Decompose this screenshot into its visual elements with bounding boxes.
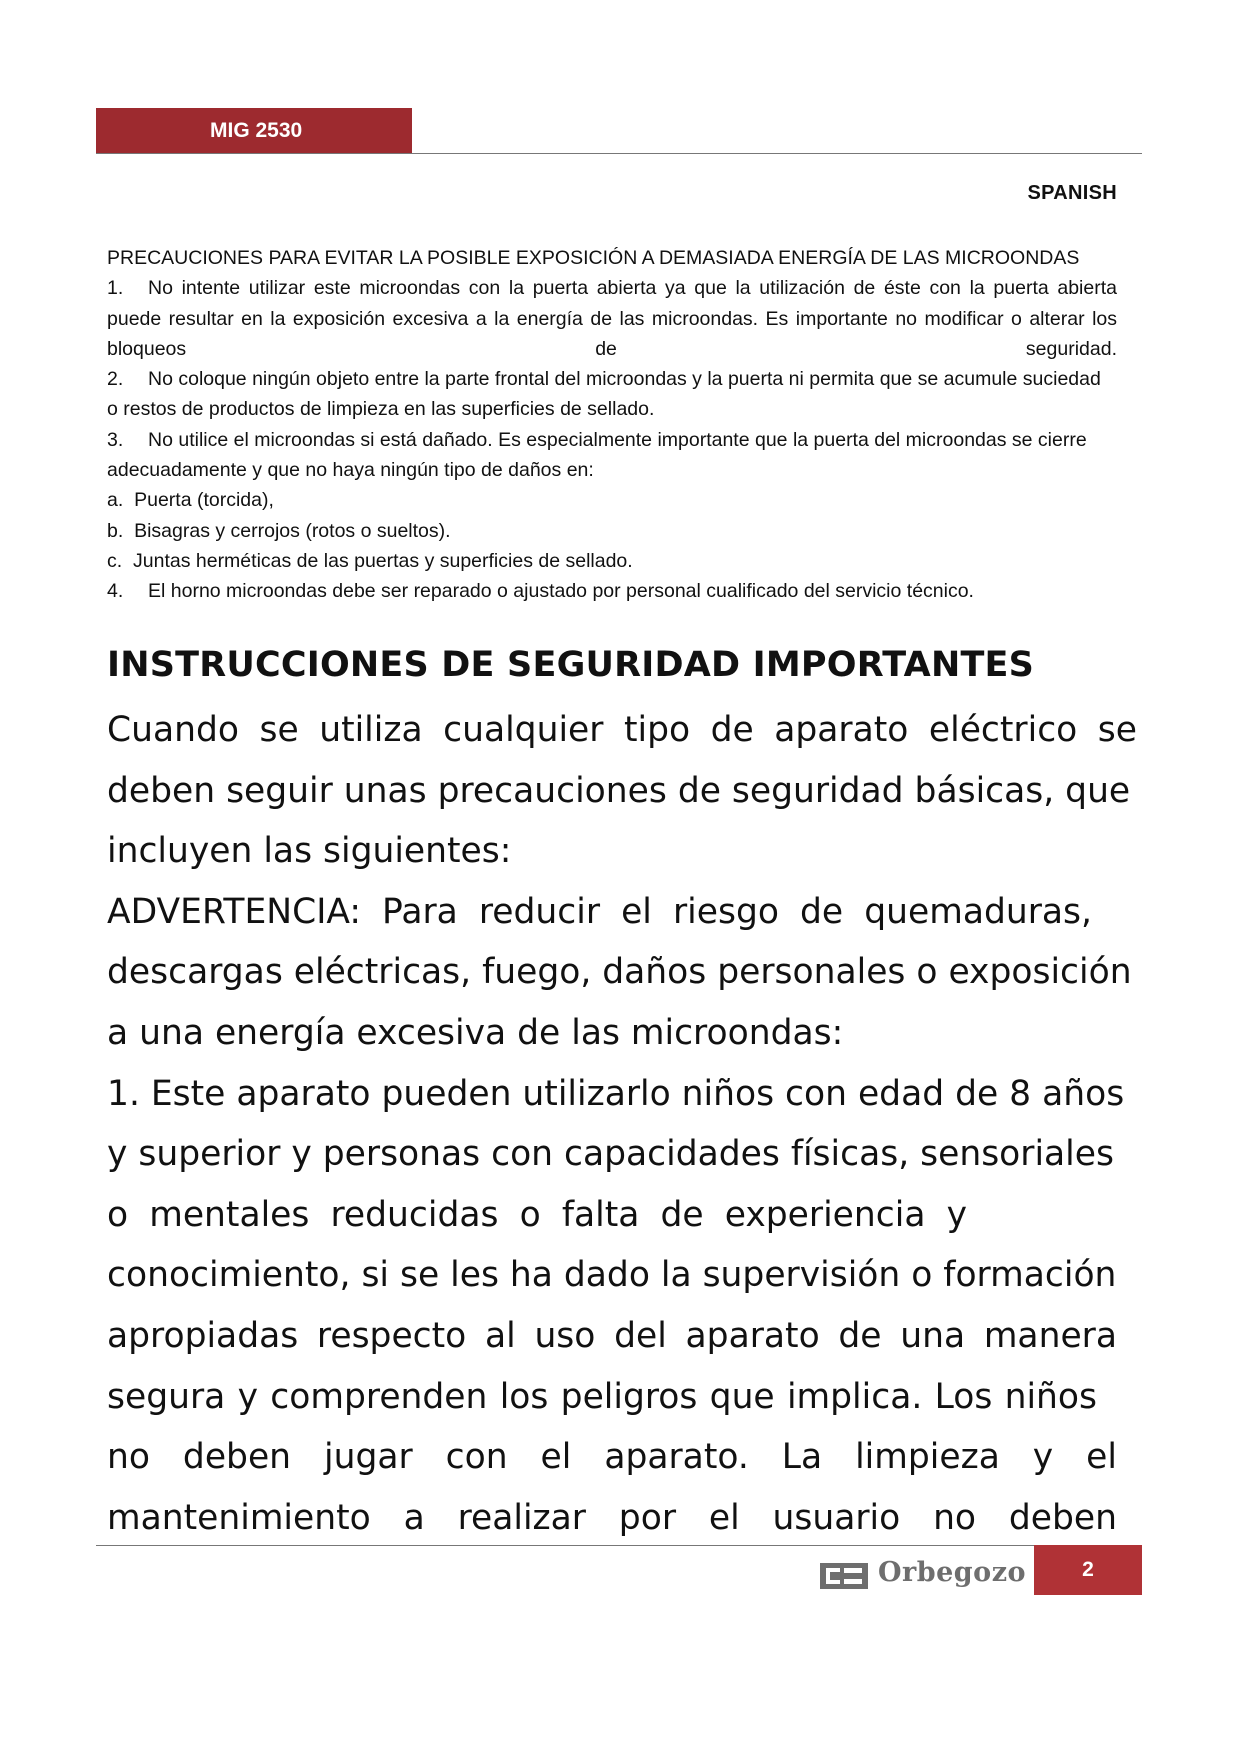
body-line: segura y comprenden los peligros que implica. Los niños	[107, 1376, 1097, 1417]
precaution-subitem-c: c. Juntas herméticas de las puertas y superficies de sellado.	[107, 549, 633, 572]
body-line: y superior y personas con capacidades físicas, sensoriales	[107, 1134, 1114, 1175]
model-name: MIG 2530	[210, 119, 303, 142]
precaution-item-3: 3. No utilice el microondas si está dañado. Es especialmente importante que la puerta del microondas se cierre adecuadamente y que no haya ningún tipo de daños en:	[107, 428, 1087, 482]
precautions-section	[107, 243, 1117, 607]
precaution-item-4: 4. El horno microondas debe ser reparado o ajustado por personal cualificado del servicio técnico.	[107, 580, 974, 603]
body-line: deben seguir unas precauciones de seguridad básicas, que	[107, 770, 1131, 811]
body-line: ADVERTENCIA: Para reducir el riesgo de quemaduras,	[107, 891, 1092, 932]
body-line: mantenimiento a realizar por el usuario no deben	[107, 1497, 1117, 1538]
body-line: a una energía excesiva de las microondas:	[107, 1012, 844, 1053]
precautions-title: PRECAUCIONES PARA EVITAR LA POSIBLE EXPOSICIÓN A DEMASIADA ENERGÍA DE LAS MICROONDAS	[107, 247, 1080, 269]
body-line: apropiadas respecto al uso del aparato de una manera	[107, 1315, 1117, 1356]
precaution-subitem-b: b. Bisagras y cerrojos (rotos o sueltos).	[107, 519, 451, 542]
brand-name: Orbegozo	[878, 1557, 1027, 1588]
brand-icon	[820, 1563, 868, 1589]
body-line: descargas eléctricas, fuego, daños personales o exposición	[107, 952, 1132, 993]
header-divider	[96, 153, 1142, 154]
page-number: 2	[1082, 1558, 1094, 1581]
precaution-subitem-a: a. Puerta (torcida),	[107, 489, 274, 512]
section-heading: INSTRUCCIONES DE SEGURIDAD IMPORTANTES	[107, 645, 1035, 685]
body-line: Cuando se utiliza cualquier tipo de aparato eléctrico se	[107, 710, 1137, 750]
model-tab	[96, 108, 412, 154]
language-label: SPANISH	[1027, 182, 1117, 204]
brand-logo	[820, 1557, 1030, 1593]
instructions-body	[107, 700, 1137, 1548]
precaution-item-2: 2. No coloque ningún objeto entre la parte frontal del microondas y la puerta ni permita que se acumule suciedad o restos de productos de limpieza en las superficies de sellado.	[107, 368, 1101, 421]
page-number-box	[1034, 1545, 1142, 1595]
body-line: 1. Este aparato pueden utilizarlo niños con edad de 8 años	[107, 1073, 1125, 1114]
body-line: conocimiento, si se les ha dado la supervisión o formación	[107, 1255, 1117, 1296]
body-line: o mentales reducidas o falta de experiencia y	[107, 1194, 967, 1235]
footer-divider	[96, 1545, 1142, 1546]
body-line: incluyen las siguientes:	[107, 831, 512, 872]
body-line: no deben jugar con el aparato. La limpieza y el	[107, 1437, 1117, 1478]
precaution-item-1: 1. No intente utilizar este microondas con la puerta abierta ya que la utilización de éste con la puerta abierta puede resultar en la exposición excesiva a la energía de las microondas. Es importante no modificar o alterar los bloqueos de seguridad.	[107, 277, 1117, 360]
